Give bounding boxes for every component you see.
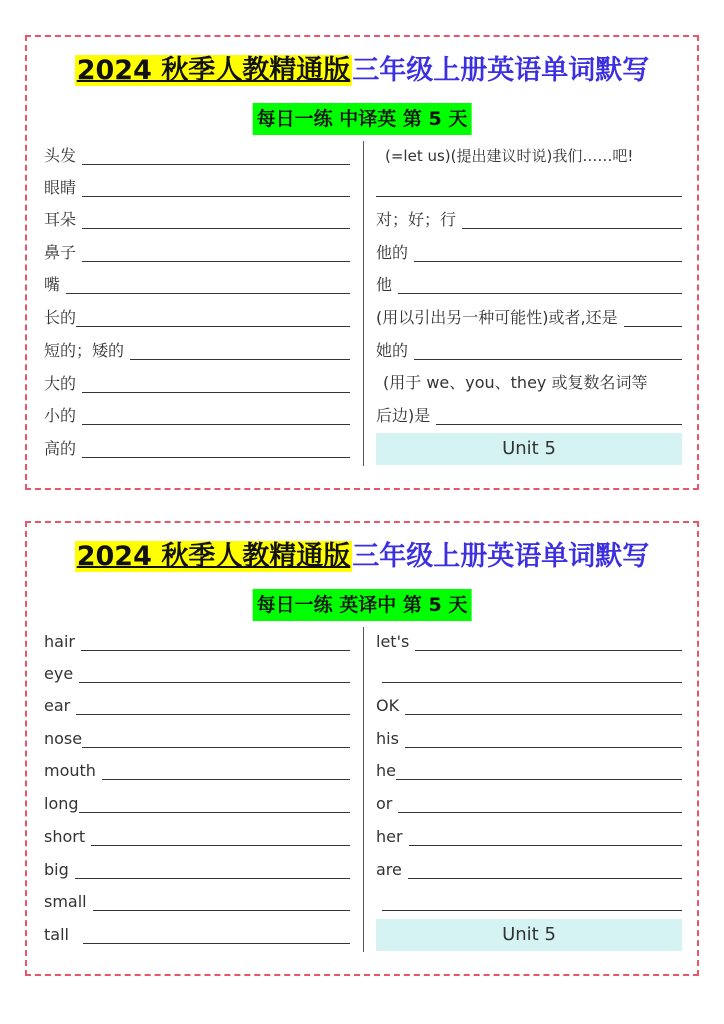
vocab-row bbox=[376, 791, 682, 815]
vocab-row bbox=[44, 661, 350, 685]
vocab-label: 他的 bbox=[376, 243, 409, 262]
vocab-row bbox=[44, 922, 350, 946]
worksheet-card-english-to-chinese bbox=[25, 521, 699, 976]
vocab-label: 高的 bbox=[44, 439, 77, 458]
vocab-label: 她的 bbox=[376, 341, 409, 360]
answer-line[interactable] bbox=[82, 196, 350, 197]
vocab-label: eye bbox=[44, 664, 74, 683]
vocab-row bbox=[376, 338, 682, 362]
vocab-row bbox=[376, 305, 682, 329]
vocab-label: his bbox=[376, 729, 399, 748]
answer-line[interactable] bbox=[382, 682, 682, 683]
column-divider bbox=[363, 627, 364, 952]
title-rest: 三年级上册英语单词默写 bbox=[352, 541, 650, 572]
vocab-row bbox=[44, 824, 350, 848]
vocab-row bbox=[376, 889, 682, 913]
answer-line[interactable] bbox=[82, 747, 350, 748]
unit-badge: Unit 5 bbox=[376, 919, 682, 951]
vocab-label: 大的 bbox=[44, 374, 77, 393]
vocab-row bbox=[376, 175, 682, 199]
vocab-row bbox=[44, 758, 350, 782]
vocab-row bbox=[44, 305, 350, 329]
answer-line[interactable] bbox=[398, 293, 682, 294]
answer-line[interactable] bbox=[414, 261, 682, 262]
answer-line[interactable] bbox=[408, 878, 682, 879]
lets-definition-note: (=let us)(提出建议时说)我们……吧! bbox=[385, 147, 634, 165]
vocab-row bbox=[44, 207, 350, 231]
title-rest: 三年级上册英语单词默写 bbox=[352, 55, 650, 86]
vocab-row bbox=[44, 889, 350, 913]
worksheet-title bbox=[27, 51, 697, 91]
vocab-label: 短的；矮的 bbox=[44, 341, 125, 360]
vocab-label: or bbox=[376, 794, 393, 813]
vocab-label: are bbox=[376, 860, 402, 879]
vocab-row bbox=[376, 629, 682, 653]
answer-line[interactable] bbox=[75, 878, 350, 879]
vocab-row bbox=[44, 338, 350, 362]
vocab-label: let's bbox=[376, 632, 410, 651]
vocab-label: short bbox=[44, 827, 86, 846]
vocab-label: hair bbox=[44, 632, 75, 651]
vocab-label: nose bbox=[44, 729, 83, 748]
vocab-row bbox=[44, 272, 350, 296]
answer-line[interactable] bbox=[462, 228, 682, 229]
vocab-label: long bbox=[44, 794, 79, 813]
vocab-label: mouth bbox=[44, 761, 96, 780]
answer-line[interactable] bbox=[66, 293, 350, 294]
vocab-label: he bbox=[376, 761, 396, 780]
vocab-label: (用以引出另一种可能性)或者,还是 bbox=[376, 308, 618, 327]
vocab-row bbox=[376, 661, 682, 685]
vocab-label: 对；好；行 bbox=[376, 210, 457, 229]
vocab-row bbox=[44, 791, 350, 815]
vocab-row bbox=[44, 371, 350, 395]
answer-line[interactable] bbox=[415, 650, 682, 651]
vocab-row bbox=[44, 175, 350, 199]
vocab-row bbox=[376, 824, 682, 848]
vocab-label: 耳朵 bbox=[44, 210, 77, 229]
answer-line[interactable] bbox=[82, 261, 350, 262]
vocab-row bbox=[376, 272, 682, 296]
answer-line[interactable] bbox=[409, 845, 682, 846]
answer-line[interactable] bbox=[82, 164, 350, 165]
answer-line[interactable] bbox=[624, 326, 682, 327]
vocab-row bbox=[376, 857, 682, 881]
answer-line[interactable] bbox=[76, 326, 350, 327]
answer-line[interactable] bbox=[93, 910, 350, 911]
vocab-label: 后边)是 bbox=[376, 406, 431, 425]
answer-line[interactable] bbox=[79, 812, 350, 813]
vocab-row bbox=[376, 693, 682, 717]
vocab-row bbox=[44, 726, 350, 750]
answer-line[interactable] bbox=[76, 714, 350, 715]
answer-line[interactable] bbox=[81, 650, 350, 651]
vocab-label: big bbox=[44, 860, 69, 879]
vocab-label: 眼睛 bbox=[44, 178, 77, 197]
daily-practice-banner: 每日一练 英译中 第 5 天 bbox=[253, 589, 472, 621]
column-divider bbox=[363, 141, 364, 466]
vocab-label: 头发 bbox=[44, 146, 77, 165]
vocab-label: 鼻子 bbox=[44, 243, 77, 262]
answer-line[interactable] bbox=[82, 424, 350, 425]
vocab-label: ear bbox=[44, 696, 71, 715]
vocab-row bbox=[44, 857, 350, 881]
vocab-label: OK bbox=[376, 696, 400, 715]
answer-line[interactable] bbox=[398, 812, 682, 813]
answer-line[interactable] bbox=[102, 779, 350, 780]
vocab-label: small bbox=[44, 892, 87, 911]
answer-line[interactable] bbox=[396, 779, 682, 780]
vocab-label: 长的 bbox=[44, 308, 77, 327]
vocab-label: 嘴 bbox=[44, 275, 61, 294]
vocab-row bbox=[376, 758, 682, 782]
vocab-row bbox=[376, 726, 682, 750]
vocab-row bbox=[44, 143, 350, 167]
answer-line[interactable] bbox=[82, 392, 350, 393]
vocab-label: 小的 bbox=[44, 406, 77, 425]
worksheet-title bbox=[27, 537, 697, 577]
answer-line[interactable] bbox=[91, 845, 350, 846]
vocab-row bbox=[44, 693, 350, 717]
answer-line[interactable] bbox=[83, 943, 350, 944]
title-highlight: 2024 秋季人教精通版 bbox=[76, 55, 351, 86]
title-highlight: 2024 秋季人教精通版 bbox=[76, 541, 351, 572]
answer-line[interactable] bbox=[405, 747, 682, 748]
vocab-row bbox=[376, 403, 682, 427]
worksheet-card-chinese-to-english bbox=[25, 35, 699, 490]
vocab-label: tall bbox=[44, 925, 69, 944]
answer-line[interactable] bbox=[436, 424, 682, 425]
vocab-row bbox=[376, 207, 682, 231]
vocab-row bbox=[44, 403, 350, 427]
daily-practice-banner: 每日一练 中译英 第 5 天 bbox=[253, 103, 472, 135]
vocab-label: 他 bbox=[376, 275, 393, 294]
vocab-row bbox=[44, 240, 350, 264]
answer-line[interactable] bbox=[414, 359, 682, 360]
answer-line[interactable] bbox=[82, 457, 350, 458]
are-definition-note: (用于 we、you、they 或复数名词等 bbox=[383, 373, 648, 392]
answer-line[interactable] bbox=[82, 228, 350, 229]
answer-line[interactable] bbox=[130, 359, 350, 360]
unit-badge: Unit 5 bbox=[376, 433, 682, 465]
vocab-label: her bbox=[376, 827, 403, 846]
answer-line[interactable] bbox=[376, 196, 682, 197]
vocab-row bbox=[44, 436, 350, 460]
answer-line[interactable] bbox=[405, 714, 682, 715]
vocab-row bbox=[376, 240, 682, 264]
answer-line[interactable] bbox=[79, 682, 350, 683]
answer-line[interactable] bbox=[382, 910, 682, 911]
vocab-row bbox=[44, 629, 350, 653]
